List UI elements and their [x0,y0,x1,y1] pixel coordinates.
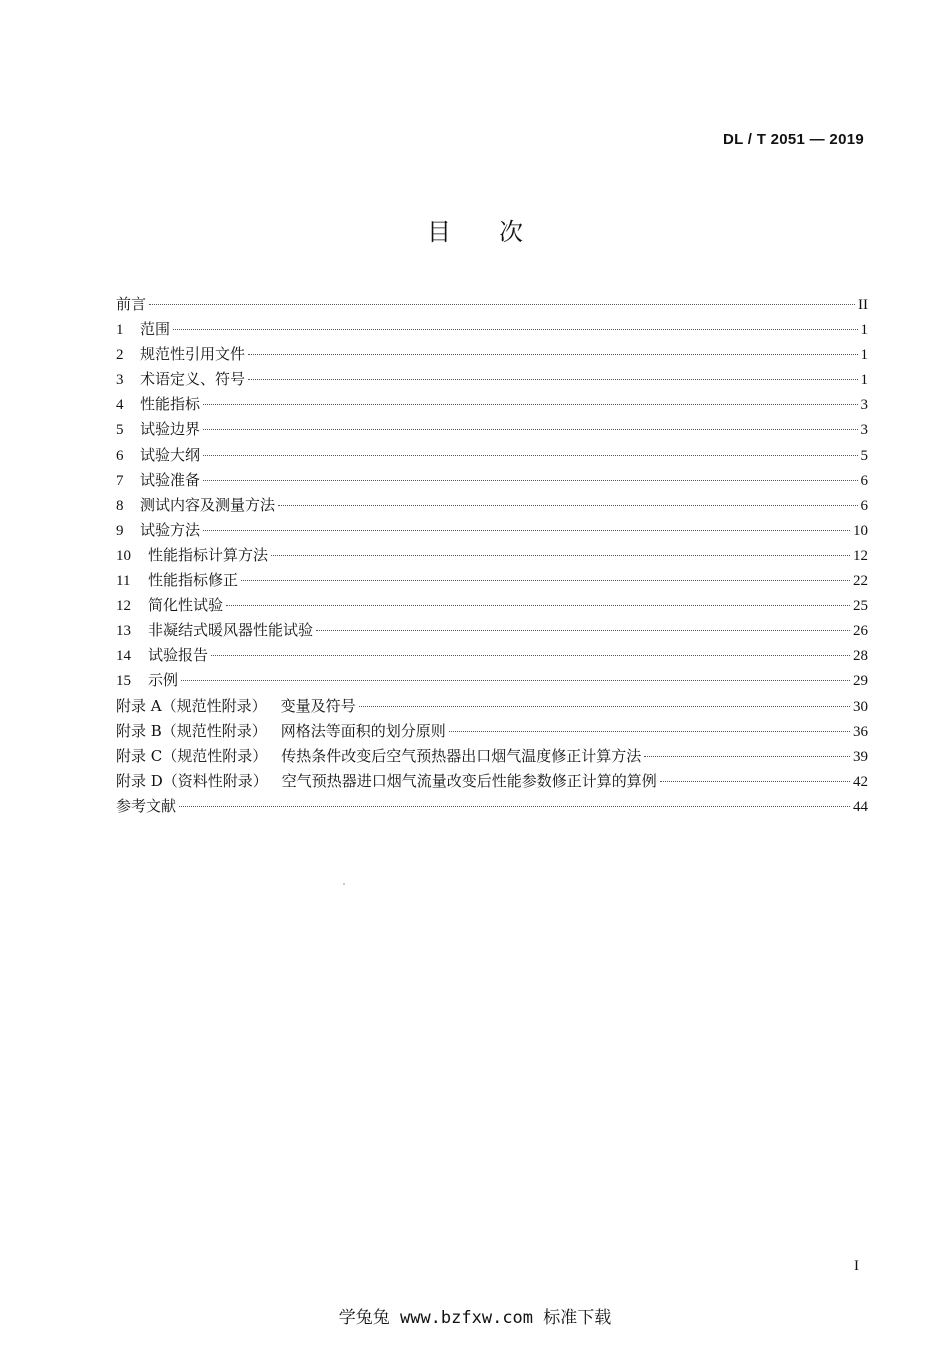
toc-entry-5[interactable] [116,417,868,442]
toc-entry-4[interactable] [116,392,868,417]
toc-entry-page: 6 [860,472,868,489]
toc-entry-page: 30 [853,698,868,715]
toc-entry-label: 示例 [148,671,179,690]
toc-entry-label: 试验报告 [148,646,209,665]
footer-watermark-text: 学兔兔 www.bzfxw.com 标准下载 [338,1308,612,1328]
toc-leader-dots [203,429,857,430]
toc-leader-dots [316,630,850,631]
toc-entry-page: 39 [853,748,868,765]
toc-entry-number: 2 [116,347,124,364]
page-title-part2: 次 [499,218,523,246]
toc-leader-dots [248,354,857,355]
toc-entry-label: 非凝结式暖风器性能试验 [148,621,314,640]
toc-entry-page: 6 [860,497,868,514]
toc-entry-label: 性能指标 [140,395,201,414]
toc-entry-page: 42 [853,773,868,790]
toc-entry-number: 13 [116,623,131,640]
toc-entry-9[interactable] [116,518,868,543]
toc-entry-6[interactable] [116,443,868,468]
toc-entry-page: 28 [853,648,868,665]
toc-entry-page: 25 [853,598,868,615]
toc-entry-label: 术语定义、符号 [140,370,246,389]
toc-leader-dots [179,806,850,807]
toc-entry-label: 范围 [140,320,171,339]
toc-entry-number: 3 [116,372,124,389]
toc-leader-dots [203,480,857,481]
page-number: I [854,1258,859,1274]
toc-entry-page: 1 [860,372,868,389]
toc-entry-label: 简化性试验 [148,596,224,615]
toc-leader-dots [644,756,850,757]
page-title [0,212,950,247]
toc-entry-page: 1 [860,322,868,339]
toc-entry-label: 性能指标修正 [148,571,239,590]
toc-leader-dots [449,731,850,732]
toc-entry-page: 3 [860,397,868,414]
toc-entry-11[interactable] [116,568,868,593]
toc-leader-dots [203,530,850,531]
toc-appendix-tag: 附录 B（规范性附录） [116,721,267,740]
toc-entry-label: 空气预热器进口烟气流量改变后性能参数修正计算的算例 [281,771,657,790]
toc-entry-number: 4 [116,397,124,414]
page-title-part1: 目 [427,218,451,246]
toc-entry-page: 26 [853,623,868,640]
toc-entry-page: 12 [853,547,868,564]
toc-entry-label: 测试内容及测量方法 [140,495,276,514]
toc-entry-label: 性能指标计算方法 [148,545,269,564]
toc-entry-number: 15 [116,673,131,690]
toc-leader-dots [226,605,850,606]
toc-entry-7[interactable] [116,468,868,493]
toc-entry-13[interactable] [116,618,868,643]
toc-leader-dots [241,580,850,581]
toc-entry-label: 参考文献 [116,796,177,815]
scan-speck [343,883,345,885]
toc-entry-2[interactable] [116,342,868,367]
toc-entry-label: 传热条件改变后空气预热器出口烟气温度修正计算方法 [281,746,642,765]
toc-entry-references[interactable] [116,794,868,819]
toc-entry-label: 变量及符号 [280,696,356,715]
toc-leader-dots [278,505,857,506]
toc-leader-dots [149,304,855,305]
toc-leader-dots [271,555,850,556]
toc-entry-number: 11 [116,573,131,590]
toc-entry-label: 试验方法 [140,520,201,539]
toc-entry-appendix-c[interactable] [116,744,868,769]
toc-entry-page: 5 [860,447,868,464]
toc-entry-14[interactable] [116,643,868,668]
toc-appendix-tag: 附录 C（规范性附录） [116,746,268,765]
toc-entry-label: 试验准备 [140,470,201,489]
toc-entry-page: 1 [860,347,868,364]
toc-entry-page: 44 [853,798,868,815]
toc-entry-foreword[interactable] [116,292,868,317]
toc-entry-number: 5 [116,422,124,439]
toc-entry-label: 试验边界 [140,420,201,439]
toc-entry-number: 10 [116,547,131,564]
toc-entry-page: 29 [853,673,868,690]
toc-entry-page: 3 [860,422,868,439]
toc-entry-15[interactable] [116,668,868,693]
toc-entry-page: 36 [853,723,868,740]
toc-leader-dots [248,379,857,380]
toc-appendix-tag: 附录 A（规范性附录） [116,696,267,715]
toc-entry-8[interactable] [116,493,868,518]
toc-entry-appendix-d[interactable] [116,769,868,794]
toc-entry-page: II [858,297,868,313]
toc-entry-number: 1 [116,322,124,339]
toc-leader-dots [660,781,850,782]
standard-code: DL / T 2051 — 2019 [722,131,864,148]
toc-entry-number: 14 [116,648,131,665]
toc-entry-number: 9 [116,522,124,539]
toc-leader-dots [359,706,850,707]
toc-leader-dots [211,655,850,656]
toc-entry-page: 10 [853,522,868,539]
toc-entry-3[interactable] [116,367,868,392]
toc-entry-label: 试验大纲 [140,445,201,464]
toc-entry-appendix-a[interactable] [116,694,868,719]
toc-entry-number: 6 [116,447,124,464]
toc-leader-dots [173,329,857,330]
toc-entry-appendix-b[interactable] [116,719,868,744]
toc-entry-12[interactable] [116,593,868,618]
toc-leader-dots [203,404,857,405]
toc-entry-number: 7 [116,472,124,489]
toc-entry-label: 网格法等面积的划分原则 [280,721,446,740]
toc-entry-number: 8 [116,497,124,514]
toc-entry-10[interactable] [116,543,868,568]
toc-leader-dots [203,455,857,456]
toc-appendix-tag: 附录 D（资料性附录） [116,771,268,790]
toc-entry-page: 22 [853,573,868,590]
toc-entry-1[interactable] [116,317,868,342]
toc-leader-dots [181,680,850,681]
table-of-contents [116,292,868,819]
toc-entry-number: 12 [116,598,131,615]
toc-entry-label: 前言 [116,295,147,313]
toc-entry-label: 规范性引用文件 [140,345,246,364]
